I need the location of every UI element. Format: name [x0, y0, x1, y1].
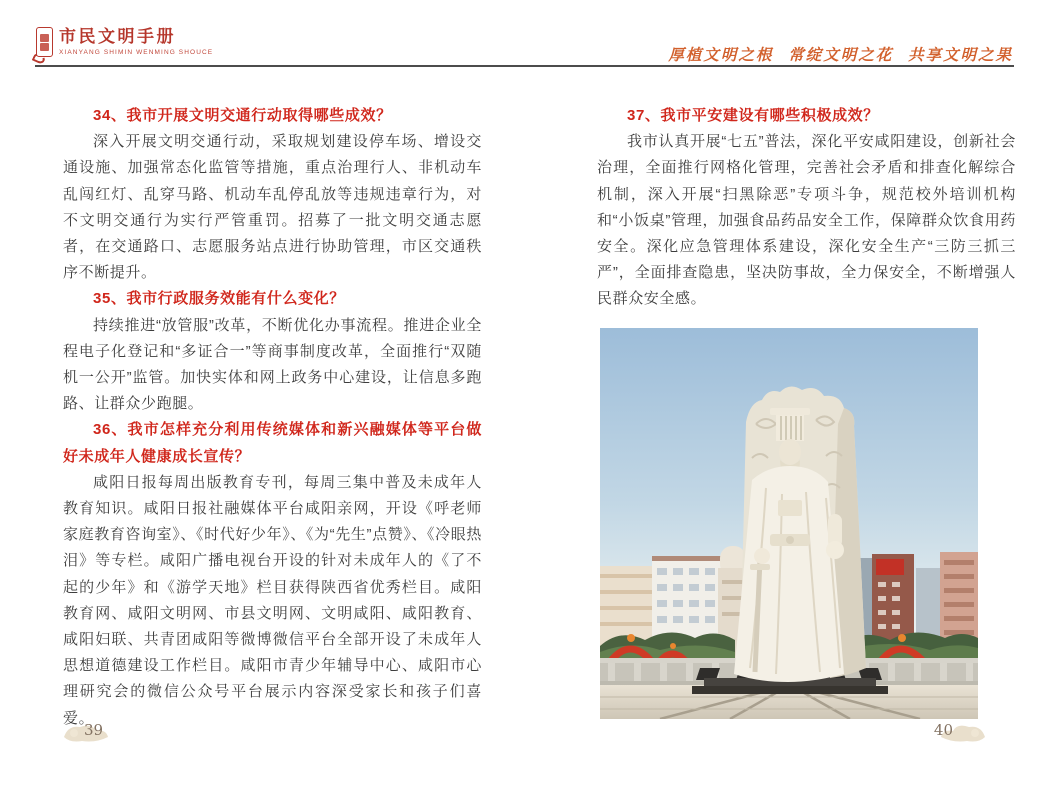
statue-photo	[600, 328, 978, 719]
left-page-column	[63, 103, 482, 732]
header-slogan: 厚植文明之根 常绽文明之花 共享文明之果	[668, 45, 1013, 64]
handbook-logo	[36, 27, 213, 57]
right-page-column	[597, 103, 1016, 719]
city-seal-icon	[36, 27, 53, 57]
question-heading: 34、我市开展文明交通行动取得哪些成效？	[93, 107, 392, 124]
answer-paragraph: 深入开展文明交通行动，采取规划建设停车场、增设交通设施、加强常态化监管等措施，重点治理行人、非机动车乱闯红灯、乱穿马路、机动车乱停乱放等违规违章行为，对不文明交通行为实行严管重罚。招募了一批文明交通志愿者，在交通路口、志愿服务站点进行协助管理，市区交通秩序不断提升。	[63, 133, 482, 282]
logo-subtitle: XIANYANG SHIMIN WENMING SHOUCE	[59, 49, 214, 56]
page-number-left: 39	[84, 721, 104, 739]
answer-paragraph: 我市认真开展“七五”普法，深化平安咸阳建设，创新社会治理，全面推行网格化管理，完善社会矛盾和排查化解综合机制，深入开展“扫黑除恶”专项斗争，规范校外培训机构和“小饭桌”管理，加强食品药品安全工作，保障群众饮食用药安全。深化应急管理体系建设，深化安全生产“三防三抓三严”，全面排查隐患，坚决防事故，全力保安全，不断增强人民群众安全感。	[597, 133, 1016, 308]
answer-paragraph: 持续推进“放管服”改革，不断优化办事流程。推进企业全程电子化登记和“多证合一”等商事制度改革，全面推行“双随机一公开”监管。加快实体和网上政务中心建设，让信息多跑路、让群众少跑腿。	[63, 316, 482, 413]
page-number-right: 40	[933, 721, 953, 739]
question-heading: 36、我市怎样充分利用传统媒体和新兴融媒体等平台做好未成年人健康成长宣传？	[63, 421, 482, 465]
answer-paragraph: 咸阳日报每周出版教育专刊，每周三集中普及未成年人教育知识。咸阳日报社融媒体平台咸阳亲网，开设《呼老师家庭教育咨询室》、《时代好少年》、《为“先生”点赞》、《冷眼热泪》等专栏。咸阳广播电视台开设的针对未成年人的《了不起的少年》和《游学天地》栏目获得陕西省优秀栏目。咸阳教育网、咸阳文明网、市县文明网、文明咸阳、咸阳教育、咸阳妇联、共青团咸阳等微博微信平台全部开设了未成年人思想道德建设工作栏目。咸阳市青少年辅导中心、咸阳市心理研究会的微信公众号平台展示内容深受家长和孩子们喜爱。	[63, 473, 482, 727]
question-heading: 37、我市平安建设有哪些积极成效？	[627, 107, 879, 124]
logo-title: 市民文明手册	[59, 27, 176, 47]
header-divider	[35, 65, 1014, 67]
question-heading: 35、我市行政服务效能有什么变化？	[93, 290, 345, 308]
